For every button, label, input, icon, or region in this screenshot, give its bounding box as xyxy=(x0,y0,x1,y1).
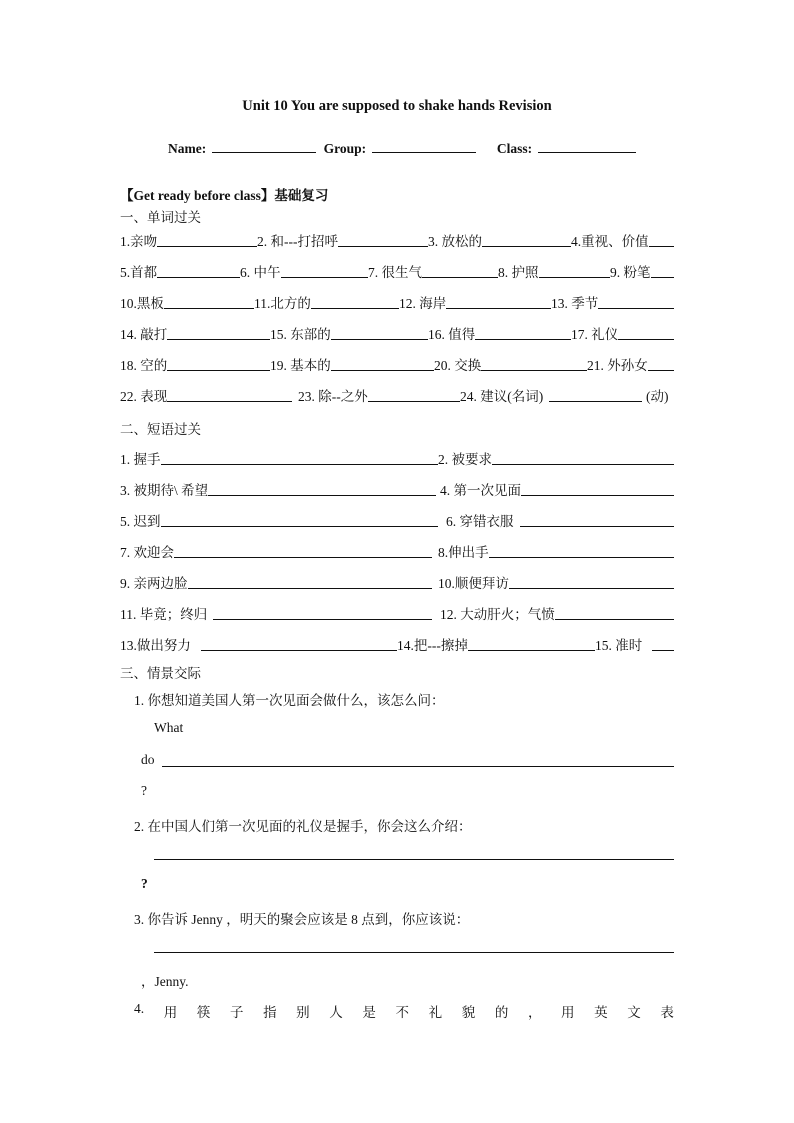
q1-answer-line[interactable] xyxy=(162,766,674,767)
q2-answer-line[interactable] xyxy=(154,859,674,860)
q4-char: 别 xyxy=(296,1005,310,1020)
word-item[interactable]: 22. 表现 xyxy=(120,385,292,405)
word-item[interactable]: 1.亲吻 xyxy=(120,230,257,250)
q4-char: 貌 xyxy=(461,1005,476,1020)
q4-char: 英 xyxy=(594,1005,608,1020)
phrase-item[interactable]: 1. 握手 xyxy=(120,448,438,468)
phrase-item[interactable]: 10.顺便拜访 xyxy=(438,572,674,592)
q4-char: 筷 xyxy=(196,1005,211,1020)
q1-end: ? xyxy=(141,783,147,798)
word-item[interactable]: 2. 和---打招呼 xyxy=(257,230,428,250)
phrase-row xyxy=(120,572,674,592)
q4-char: 子 xyxy=(229,1005,244,1020)
group-field[interactable] xyxy=(372,140,476,153)
word-item[interactable]: 15. 东部的 xyxy=(270,323,428,343)
q4-char: 的 xyxy=(494,1005,509,1020)
word-item[interactable]: 4.重视、价值 xyxy=(571,230,674,250)
word-item-verb: (动) xyxy=(646,389,669,404)
word-item[interactable]: 9. 粉笔 xyxy=(610,261,674,281)
phrase-row xyxy=(120,479,674,499)
word-item[interactable]: 5.首都 xyxy=(120,261,240,281)
phrase-row xyxy=(120,541,674,561)
phrase-item[interactable]: 15. 准时 xyxy=(595,634,674,654)
word-row xyxy=(120,292,674,312)
phrase-item[interactable]: 12. 大动肝火；气愤 xyxy=(440,603,674,623)
q4-char: 不 xyxy=(395,1005,409,1020)
word-row xyxy=(120,385,674,405)
q3-answer-line[interactable] xyxy=(154,952,674,953)
word-item[interactable]: 24. 建议(名词) xyxy=(460,385,642,405)
phrase-row xyxy=(120,510,674,530)
word-item[interactable]: 19. 基本的 xyxy=(270,354,434,374)
q4-prompt xyxy=(134,1001,674,1021)
word-item[interactable]: 21. 外孙女 xyxy=(587,354,674,374)
word-row xyxy=(120,261,674,281)
word-item[interactable]: 7. 很生气 xyxy=(368,261,498,281)
q4-char: 用 xyxy=(163,1005,178,1020)
phrase-item[interactable]: 9. 亲两边脸 xyxy=(120,572,432,592)
q1-prompt: 1. 你想知道美国人第一次见面会做什么，该怎么问： xyxy=(134,693,445,708)
name-label: Name: xyxy=(168,141,207,156)
name-field[interactable] xyxy=(212,140,316,153)
word-row xyxy=(120,230,674,250)
section-heading-phrases: 二、短语过关 xyxy=(120,422,201,437)
phrase-item[interactable]: 13.做出努力 xyxy=(120,634,397,654)
q4-char: 文 xyxy=(627,1005,641,1020)
section-heading-words: 一、单词过关 xyxy=(120,210,201,225)
q2-end: ? xyxy=(141,876,148,891)
q2-prompt: 2. 在中国人们第一次见面的礼仪是握手，你会这么介绍： xyxy=(134,819,472,834)
class-label: Class: xyxy=(496,141,533,156)
word-item[interactable]: 3. 放松的 xyxy=(428,230,571,250)
phrase-item[interactable]: 14.把---擦掉 xyxy=(397,634,595,654)
word-item[interactable]: 13. 季节 xyxy=(551,292,674,312)
phrase-item[interactable]: 6. 穿错衣服 xyxy=(446,510,674,530)
word-item[interactable]: 6. 中午 xyxy=(240,261,368,281)
q4-char: 人 xyxy=(329,1005,343,1020)
q4-char: 是 xyxy=(362,1005,376,1020)
word-item[interactable]: 14. 敲打 xyxy=(120,323,270,343)
student-info xyxy=(168,140,640,157)
phrase-row xyxy=(120,448,674,468)
phrase-item[interactable]: 2. 被要求 xyxy=(438,448,674,468)
q4-char: 用 xyxy=(561,1005,575,1020)
phrase-item[interactable]: 4. 第一次见面 xyxy=(440,479,674,499)
q3-prompt: 3. 你告诉 Jenny ，明天的聚会应该是 8 点到，你应该说： xyxy=(134,912,470,927)
class-field[interactable] xyxy=(538,140,636,153)
phrase-item[interactable]: 8.伸出手 xyxy=(438,541,674,561)
q1-what: What xyxy=(154,720,184,735)
q4-char: ， xyxy=(527,1005,542,1020)
word-row xyxy=(120,323,674,343)
phrase-row xyxy=(120,634,674,654)
word-item[interactable]: 23. 除--之外 xyxy=(292,385,460,405)
q3-end: ，Jenny. xyxy=(141,974,189,989)
q4-char: 指 xyxy=(263,1005,277,1020)
section-heading-dialogue: 三、情景交际 xyxy=(120,666,201,681)
phrase-item[interactable]: 11. 毕竟；终归 xyxy=(120,603,432,623)
word-item[interactable]: 17. 礼仪 xyxy=(571,323,674,343)
group-label: Group: xyxy=(323,141,367,156)
word-item[interactable]: 12. 海岸 xyxy=(399,292,551,312)
q4-char: 4. xyxy=(134,1001,145,1016)
q4-char: 礼 xyxy=(428,1005,443,1020)
word-item[interactable]: 20. 交换 xyxy=(434,354,587,374)
word-item[interactable]: 10.黑板 xyxy=(120,292,254,312)
section-heading-ready: 【Get ready before class】基础复习 xyxy=(120,188,329,203)
word-item[interactable]: 11.北方的 xyxy=(254,292,399,312)
phrase-row xyxy=(120,603,674,623)
q4-char: 表 xyxy=(660,1005,674,1020)
phrase-item[interactable]: 7. 欢迎会 xyxy=(120,541,432,561)
page-title: Unit 10 You are supposed to shake hands Revision xyxy=(242,98,552,114)
q1-do: do xyxy=(141,752,155,767)
phrase-item[interactable]: 5. 迟到 xyxy=(120,510,438,530)
phrase-item[interactable]: 3. 被期待\ 希望 xyxy=(120,479,436,499)
word-item[interactable]: 16. 值得 xyxy=(428,323,571,343)
word-item[interactable]: 18. 空的 xyxy=(120,354,270,374)
word-item[interactable]: 8. 护照 xyxy=(498,261,610,281)
word-row xyxy=(120,354,674,374)
